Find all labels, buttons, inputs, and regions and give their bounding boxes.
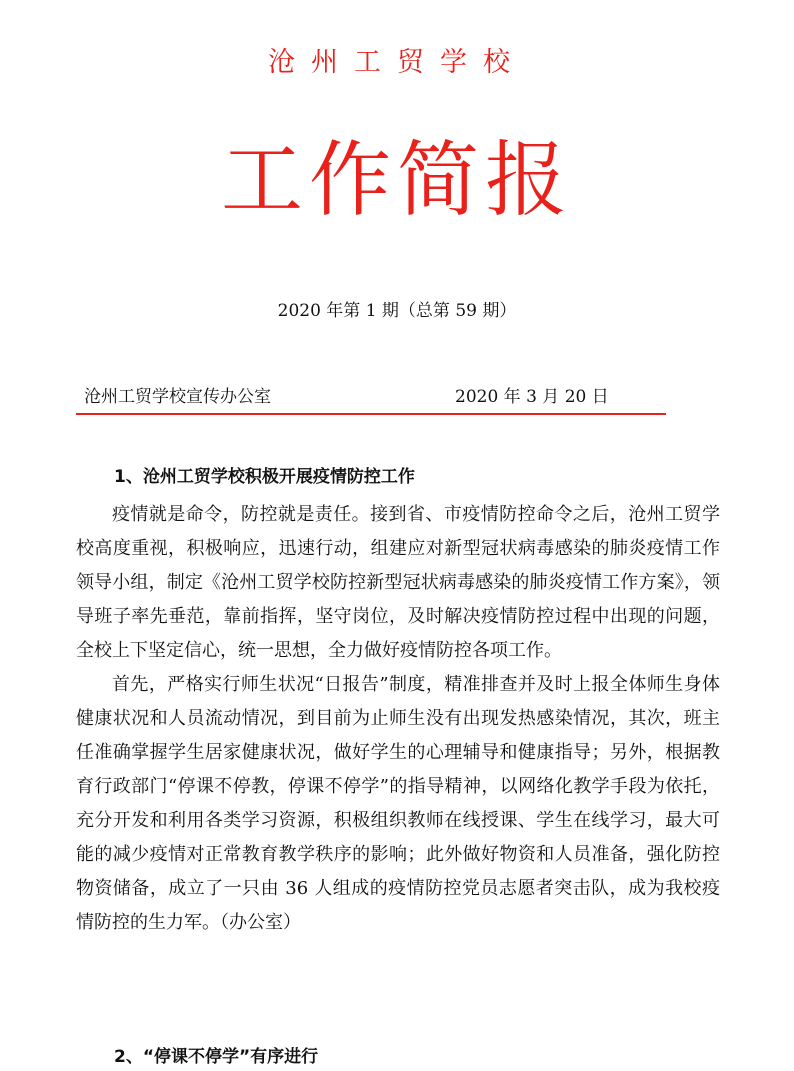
section-heading-1: 1、沧州工贸学校积极开展疫情防控工作 <box>114 467 415 487</box>
section-heading-2: 2、“停课不停学”有序进行 <box>114 1047 319 1067</box>
header-divider <box>76 413 666 415</box>
school-name: 沧州工贸学校 <box>268 47 526 78</box>
issue-date: 2020 年 3 月 20 日 <box>455 387 609 407</box>
report-title: 工作简报 <box>220 133 573 228</box>
issue-number: 2020 年第 1 期（总第 59 期） <box>277 301 517 321</box>
section-body-1 <box>76 498 720 940</box>
paragraph-2: 首先，严格实行师生状况“日报告”制度，精准排查并及时上报全体师生身体健康状况和人员流动情况，到目前为止师生没有出现发热感染情况，其次，班主任准确掌握学生居家健康状况，做好学生的心理辅导和健康指导；另外，根据教育行政部门“停课不停教，停课不停学”的指导精神，以网络化教学手段为依托，充分开发和利用各类学习资源，积极组织教师在线授课、学生在线学习，最大可能的减少疫情对正常教育教学秩序的影响；此外做好物资和人员准备，强化防控物资储备，成立了一只由 36 人组成的疫情防控党员志愿者突击队，成为我校疫情防控的生力军。（办公室） <box>76 674 720 933</box>
issuing-office: 沧州工贸学校宣传办公室 <box>84 387 271 407</box>
paragraph-1: 疫情就是命令，防控就是责任。接到省、市疫情防控命令之后，沧州工贸学校高度重视，积极响应，迅速行动，组建应对新型冠状病毒感染的肺炎疫情工作领导小组，制定《沧州工贸学校防控新型冠状病毒感染的肺炎疫情工作方案》，领导班子率先垂范，靠前指挥，坚守岗位，及时解决疫情防控过程中出现的问题，全校上下坚定信心，统一思想，全力做好疫情防控各项工作。 <box>76 504 720 661</box>
